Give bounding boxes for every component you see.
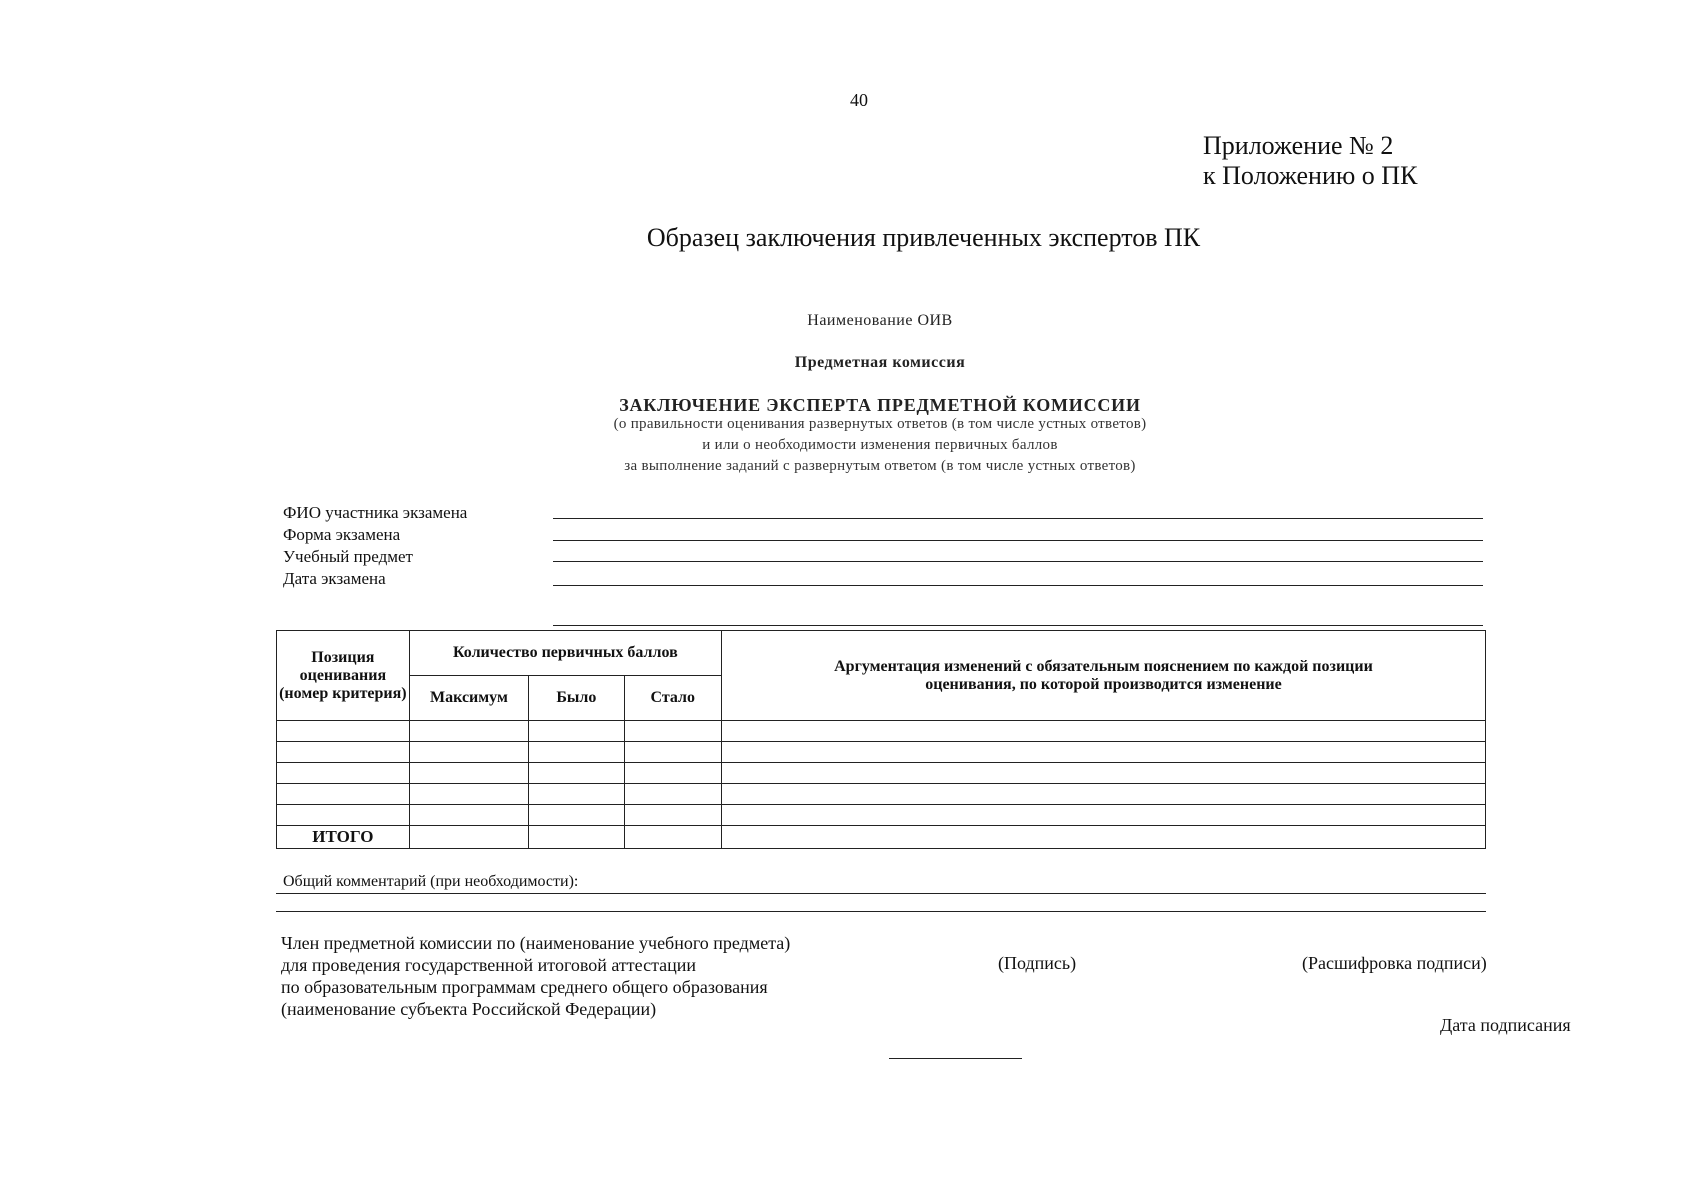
cell-was[interactable] [529, 742, 624, 763]
comment-label: Общий комментарий (при необходимости): [283, 873, 579, 890]
member-line-3: по образовательным программам среднего общего образования [281, 977, 768, 997]
total-label: ИТОГО [277, 826, 410, 849]
table-row [277, 763, 1486, 784]
cell-position[interactable] [277, 742, 410, 763]
signature-label: (Подпись) [998, 953, 1077, 973]
cell-was[interactable] [529, 784, 624, 805]
table-total-row [277, 826, 1486, 849]
form-heading: ЗАКЛЮЧЕНИЕ ЭКСПЕРТА ПРЕДМЕТНОЙ КОМИССИИ [619, 395, 1141, 415]
cell-max[interactable] [409, 763, 528, 784]
cell-became[interactable] [624, 742, 721, 763]
total-max[interactable] [409, 826, 528, 849]
cell-became[interactable] [624, 721, 721, 742]
cell-became[interactable] [624, 805, 721, 826]
date-line[interactable] [889, 1058, 1022, 1059]
form-subheading-1: (о правильности оценивания развернутых ответов (в том числе устных ответов) [613, 416, 1147, 432]
cell-argument[interactable] [721, 721, 1485, 742]
cell-position[interactable] [277, 721, 410, 742]
form-subheading-3: за выполнение заданий с развернутым ответом (в том числе устных ответов) [624, 458, 1136, 474]
cell-became[interactable] [624, 784, 721, 805]
field-line-participant[interactable] [553, 518, 1483, 519]
signature-decode-label: (Расшифровка подписи) [1302, 953, 1487, 973]
cell-position[interactable] [277, 784, 410, 805]
table-row [277, 784, 1486, 805]
form-subheading-2: и или о необходимости изменения первичных баллов [702, 437, 1058, 453]
signing-date-label: Дата подписания [1440, 1015, 1571, 1035]
cell-became[interactable] [624, 763, 721, 784]
field-label-exam-form: Форма экзамена [283, 525, 401, 544]
table-row [277, 721, 1486, 742]
commission-title: Предметная комиссия [794, 354, 966, 371]
cell-argument[interactable] [721, 742, 1485, 763]
cell-argument[interactable] [721, 763, 1485, 784]
field-label-subject: Учебный предмет [283, 547, 413, 566]
cell-argument[interactable] [721, 784, 1485, 805]
cell-max[interactable] [409, 742, 528, 763]
table-row [277, 742, 1486, 763]
page-number: 40 [850, 90, 868, 110]
field-line-extra [553, 625, 1483, 626]
cell-max[interactable] [409, 721, 528, 742]
oiv-name: Наименование ОИВ [807, 312, 953, 329]
cell-max[interactable] [409, 784, 528, 805]
field-label-exam-date: Дата экзамена [283, 569, 386, 588]
cell-argument[interactable] [721, 805, 1485, 826]
field-line-subject[interactable] [553, 561, 1483, 562]
member-line-1: Член предметной комиссии по (наименование учебного предмета) [281, 933, 791, 953]
member-line-2: для проведения государственной итоговой аттестации [281, 955, 697, 975]
cell-position[interactable] [277, 805, 410, 826]
field-label-participant: ФИО участника экзамена [283, 503, 468, 522]
cell-position[interactable] [277, 763, 410, 784]
document-title: Образец заключения привлеченных экспертов ПК [646, 223, 1201, 252]
field-line-exam-form[interactable] [553, 540, 1483, 541]
scores-table [276, 630, 1486, 849]
header-became: Стало [624, 676, 721, 721]
comment-line-1[interactable] [276, 893, 1486, 894]
annex-line-1: Приложение № 2 [1203, 131, 1394, 160]
header-argument: Аргументация изменений с обязательным пояснением по каждой позиции оценивания, по которой производится изменение [721, 631, 1485, 721]
header-points-group: Количество первичных баллов [409, 631, 721, 676]
total-was[interactable] [529, 826, 624, 849]
annex-line-2: к Положению о ПК [1203, 161, 1418, 190]
header-was: Было [529, 676, 624, 721]
table-row [277, 805, 1486, 826]
total-argument[interactable] [721, 826, 1485, 849]
annex-reference [1203, 131, 1417, 191]
cell-was[interactable] [529, 805, 624, 826]
header-max: Максимум [409, 676, 528, 721]
header-position: Позиция оценивания (номер критерия) [277, 631, 410, 721]
cell-was[interactable] [529, 763, 624, 784]
field-line-exam-date[interactable] [553, 585, 1483, 586]
comment-line-2[interactable] [276, 911, 1486, 912]
cell-max[interactable] [409, 805, 528, 826]
total-became[interactable] [624, 826, 721, 849]
cell-was[interactable] [529, 721, 624, 742]
member-line-4: (наименование субъекта Российской Федерации) [281, 999, 657, 1019]
member-block [281, 932, 790, 1020]
